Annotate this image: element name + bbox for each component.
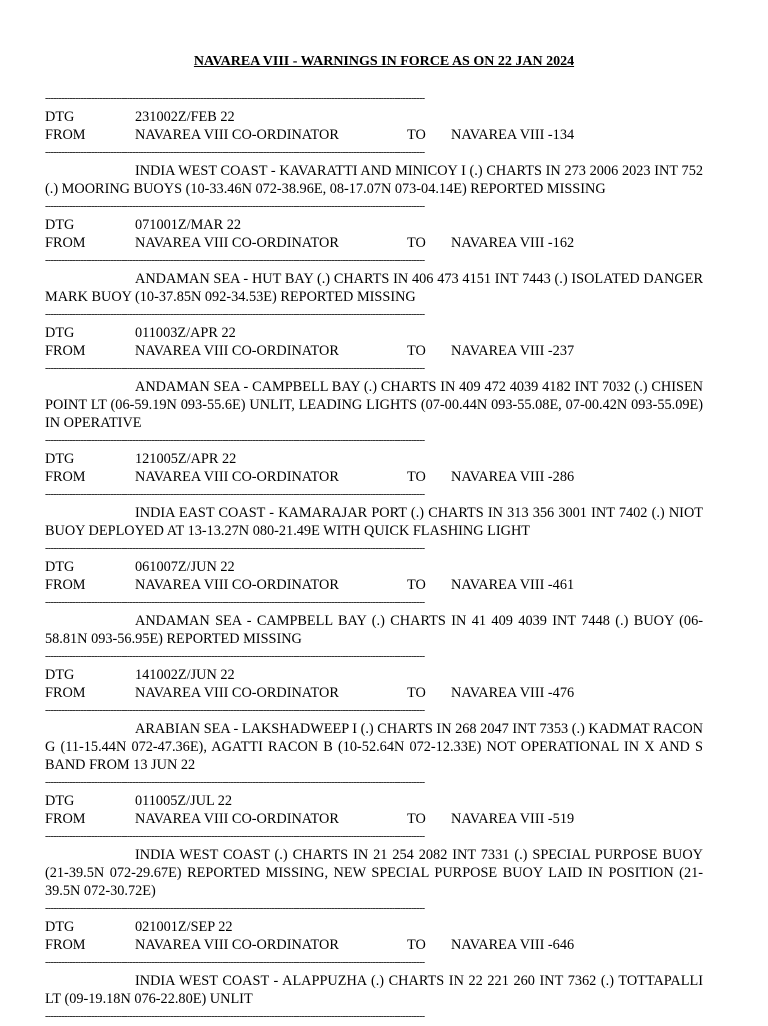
from-label: FROM xyxy=(45,811,86,827)
dtg-row xyxy=(45,918,703,936)
dtg-label: DTG xyxy=(45,451,75,467)
dtg-label: DTG xyxy=(45,919,75,935)
dtg-value: 071001Z/MAR 22 xyxy=(135,217,242,233)
from-value: NAVAREA VIII CO-ORDINATOR xyxy=(135,127,339,143)
to-label: TO xyxy=(407,235,426,251)
to-label: TO xyxy=(407,469,426,485)
warning-text: ARABIAN SEA - LAKSHADWEEP I (.) CHARTS IN 268 2047 INT 7353 (.) KADMAT RACON G (11-15.44N 072-47.36E), AGATTI RACON B (10-52.64N 072-12.33E) NOT OPERATIONAL IN X AND S BAND FROM 13 JUN 22 xyxy=(45,721,703,773)
warning-text: INDIA WEST COAST - ALAPPUZHA (.) CHARTS IN 22 221 260 INT 7362 (.) TOTTAPALLI LT (09-19.18N 076-22.80E) UNLIT xyxy=(45,973,703,1007)
from-row xyxy=(45,234,703,252)
dtg-row xyxy=(45,324,703,342)
dtg-row xyxy=(45,216,703,234)
separator-line: ------------------------------------------------------------------------------------------------------------------------------------------- xyxy=(45,597,425,608)
dtg-row xyxy=(45,108,703,126)
to-value: NAVAREA VIII -286 xyxy=(451,469,575,485)
warning-text: ANDAMAN SEA - CAMPBELL BAY (.) CHARTS IN 409 472 4039 4182 INT 7032 (.) CHISEN POINT LT (06-59.19N 093-55.6E) UNLIT, LEADING LIGHTS (07-00.44N 093-55.08E, 07-00.42N 093-55.09E) IN OPERATIVE xyxy=(45,379,703,431)
from-label: FROM xyxy=(45,577,86,593)
dtg-value: 061007Z/JUN 22 xyxy=(135,559,235,575)
to-value: NAVAREA VIII -134 xyxy=(451,127,575,143)
from-value: NAVAREA VIII CO-ORDINATOR xyxy=(135,343,339,359)
to-label: TO xyxy=(407,685,426,701)
to-value: NAVAREA VIII -646 xyxy=(451,937,575,953)
from-label: FROM xyxy=(45,235,86,251)
dtg-label: DTG xyxy=(45,793,75,809)
from-value: NAVAREA VIII CO-ORDINATOR xyxy=(135,577,339,593)
warning-entry xyxy=(45,792,703,900)
from-row xyxy=(45,576,703,594)
from-label: FROM xyxy=(45,343,86,359)
separator-line: ------------------------------------------------------------------------------------------------------------------------------------------- xyxy=(45,1011,425,1022)
separator-line: ------------------------------------------------------------------------------------------------------------------------------------------- xyxy=(45,957,425,968)
warning-text: ANDAMAN SEA - CAMPBELL BAY (.) CHARTS IN 41 409 4039 INT 7448 (.) BUOY (06-58.81N 093-56.95E) REPORTED MISSING xyxy=(45,613,703,647)
from-value: NAVAREA VIII CO-ORDINATOR xyxy=(135,937,339,953)
dtg-value: 021001Z/SEP 22 xyxy=(135,919,233,935)
dtg-label: DTG xyxy=(45,217,75,233)
dtg-row xyxy=(45,558,703,576)
dtg-value: 121005Z/APR 22 xyxy=(135,451,237,467)
from-row xyxy=(45,342,703,360)
warning-text: INDIA WEST COAST (.) CHARTS IN 21 254 2082 INT 7331 (.) SPECIAL PURPOSE BUOY (21-39.5N 072-29.67E) REPORTED MISSING, NEW SPECIAL PURPOSE BUOY LAID IN POSITION (21-39.5N 072-30.72E) xyxy=(45,847,703,899)
warning-entry xyxy=(45,918,703,1008)
warning-entry xyxy=(45,324,703,432)
from-row xyxy=(45,126,703,144)
dtg-label: DTG xyxy=(45,325,75,341)
separator-line: ------------------------------------------------------------------------------------------------------------------------------------------- xyxy=(45,255,425,266)
separator-line: ------------------------------------------------------------------------------------------------------------------------------------------- xyxy=(45,489,425,500)
from-row xyxy=(45,810,703,828)
warning-entry xyxy=(45,450,703,540)
dtg-label: DTG xyxy=(45,559,75,575)
separator-line: ------------------------------------------------------------------------------------------------------------------------------------------- xyxy=(45,777,425,788)
dtg-value: 231002Z/FEB 22 xyxy=(135,109,235,125)
warning-entry xyxy=(45,108,703,198)
separator-line: ------------------------------------------------------------------------------------------------------------------------------------------- xyxy=(45,651,425,662)
separator-line: ------------------------------------------------------------------------------------------------------------------------------------------- xyxy=(45,147,425,158)
separator-line: ------------------------------------------------------------------------------------------------------------------------------------------- xyxy=(45,831,425,842)
from-row xyxy=(45,684,703,702)
warnings-list xyxy=(45,90,703,1026)
to-value: NAVAREA VIII -162 xyxy=(451,235,575,251)
dtg-row xyxy=(45,666,703,684)
separator-line: ------------------------------------------------------------------------------------------------------------------------------------------- xyxy=(45,93,425,104)
to-value: NAVAREA VIII -461 xyxy=(451,577,575,593)
separator-line: ------------------------------------------------------------------------------------------------------------------------------------------- xyxy=(45,705,425,716)
from-label: FROM xyxy=(45,937,86,953)
to-value: NAVAREA VIII -519 xyxy=(451,811,575,827)
separator-line: ------------------------------------------------------------------------------------------------------------------------------------------- xyxy=(45,309,425,320)
to-label: TO xyxy=(407,127,426,143)
dtg-label: DTG xyxy=(45,667,75,683)
from-value: NAVAREA VIII CO-ORDINATOR xyxy=(135,811,339,827)
from-row xyxy=(45,468,703,486)
warning-entry xyxy=(45,558,703,648)
warning-text: INDIA WEST COAST - KAVARATTI AND MINICOY I (.) CHARTS IN 273 2006 2023 INT 752 (.) MOORING BUOYS (10-33.46N 072-38.96E, 08-17.07N 073-04.14E) REPORTED MISSING xyxy=(45,163,703,197)
dtg-value: 011005Z/JUL 22 xyxy=(135,793,233,809)
from-row xyxy=(45,936,703,954)
warning-text: ANDAMAN SEA - HUT BAY (.) CHARTS IN 406 473 4151 INT 7443 (.) ISOLATED DANGER MARK BUOY (10-37.85N 092-34.53E) REPORTED MISSING xyxy=(45,271,703,305)
dtg-value: 141002Z/JUN 22 xyxy=(135,667,235,683)
from-value: NAVAREA VIII CO-ORDINATOR xyxy=(135,235,339,251)
dtg-row xyxy=(45,792,703,810)
to-label: TO xyxy=(407,937,426,953)
from-label: FROM xyxy=(45,127,86,143)
from-value: NAVAREA VIII CO-ORDINATOR xyxy=(135,685,339,701)
separator-line: ------------------------------------------------------------------------------------------------------------------------------------------- xyxy=(45,201,425,212)
from-label: FROM xyxy=(45,469,86,485)
to-label: TO xyxy=(407,343,426,359)
from-label: FROM xyxy=(45,685,86,701)
to-value: NAVAREA VIII -237 xyxy=(451,343,575,359)
warning-entry xyxy=(45,666,703,774)
to-value: NAVAREA VIII -476 xyxy=(451,685,575,701)
separator-line: ------------------------------------------------------------------------------------------------------------------------------------------- xyxy=(45,543,425,554)
dtg-value: 011003Z/APR 22 xyxy=(135,325,236,341)
separator-line: ------------------------------------------------------------------------------------------------------------------------------------------- xyxy=(45,435,425,446)
warning-text: INDIA EAST COAST - KAMARAJAR PORT (.) CHARTS IN 313 356 3001 INT 7402 (.) NIOT BUOY DEPLOYED AT 13-13.27N 080-21.49E WITH QUICK FLASHING LIGHT xyxy=(45,505,703,539)
dtg-label: DTG xyxy=(45,109,75,125)
to-label: TO xyxy=(407,577,426,593)
dtg-row xyxy=(45,450,703,468)
document-title: NAVAREA VIII - WARNINGS IN FORCE AS ON 22 JAN 2024 xyxy=(193,54,575,69)
separator-line: ------------------------------------------------------------------------------------------------------------------------------------------- xyxy=(45,903,425,914)
to-label: TO xyxy=(407,811,426,827)
warning-entry xyxy=(45,216,703,306)
from-value: NAVAREA VIII CO-ORDINATOR xyxy=(135,469,339,485)
separator-line: ------------------------------------------------------------------------------------------------------------------------------------------- xyxy=(45,363,425,374)
